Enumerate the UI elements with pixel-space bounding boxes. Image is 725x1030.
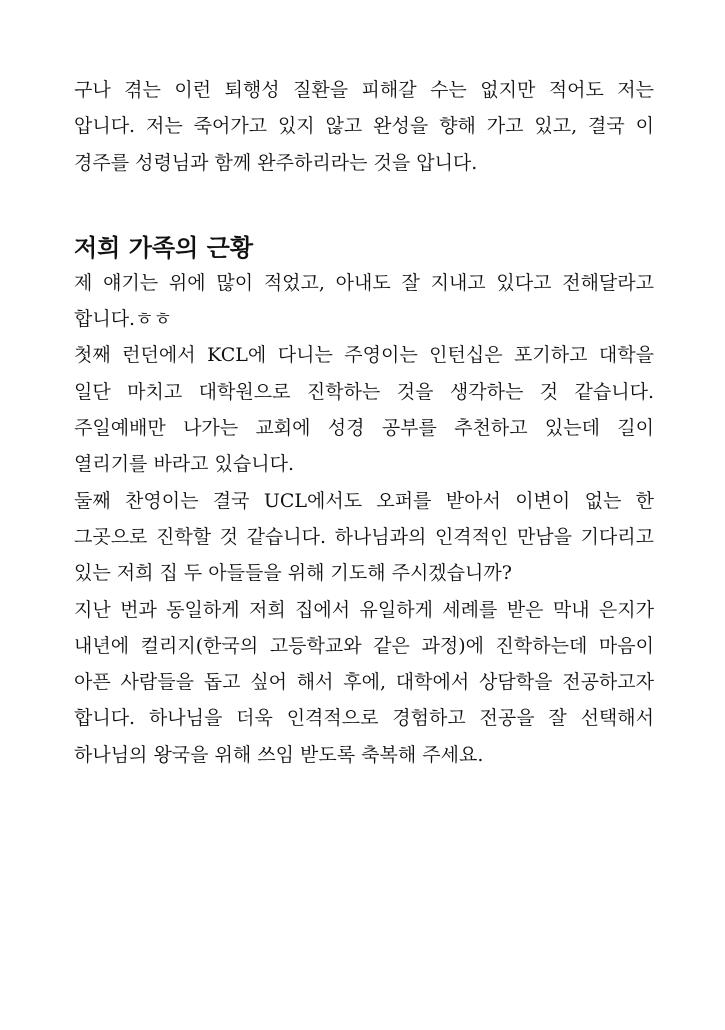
daughter-paragraph: 지난 번과 동일하게 저희 집에서 유일하게 세례를 받은 막내 은지가 내년에 컬리지(한국의 고등학교와 같은 과정)에 진학하는데 마음이 아픈 사람들을 돕고 싶어 해서 후에, 대학에서 상담학을 전공하고자 합니다. 하나님을 더욱 인격적으로 경험하고 전공을 잘 선택해서 하나님의 왕국을 위해 쓰임 받도록 축복해 주세요.	[74, 598, 654, 766]
first-son-paragraph: 첫째 런던에서 KCL에 다니는 주영이는 인턴십은 포기하고 대학을 일단 마치고 대학원으로 진학하는 것을 생각하는 것 같습니다. 주일예배만 나가는 교회에 성경 공부를 추천하고 있는데 길이 열리기를 바라고 있습니다.	[74, 344, 654, 476]
intro-paragraph: 구나 겪는 이런 퇴행성 질환을 피해갈 수는 없지만 적어도 저는 압니다. 저는 죽어가고 있지 않고 완성을 향해 가고 있고, 결국 이 경주를 성령님과 함께 완주하리라는 것을 압니다.	[74, 79, 654, 174]
section-heading: 저희 가족의 근황	[74, 233, 253, 262]
document-page	[74, 72, 654, 773]
second-son-paragraph: 둘째 찬영이는 결국 UCL에서도 오퍼를 받아서 이변이 없는 한 그곳으로 진학할 것 같습니다. 하나님과의 인격적인 만남을 기다리고 있는 저희 집 두 아들들을 위해 기도해 주시겠습니까?	[74, 489, 654, 585]
section-body	[74, 265, 654, 773]
family-update-paragraph: 제 얘기는 위에 많이 적었고, 아내도 잘 지내고 있다고 전해달라고 합니다.ㅎㅎ	[74, 271, 654, 331]
